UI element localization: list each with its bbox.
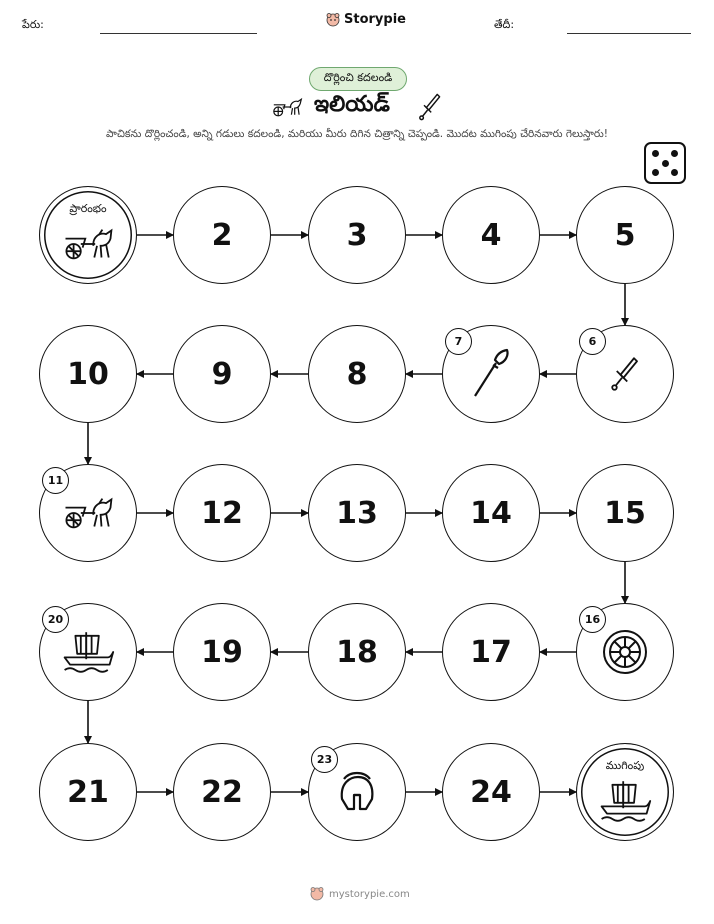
cell-number-badge: 23 — [311, 746, 338, 773]
date-label: తేదీ: — [494, 18, 515, 31]
sword-icon — [610, 354, 640, 394]
cell-number-badge: 16 — [579, 606, 606, 633]
footer-url: mystorypie.com — [329, 888, 410, 900]
cell-number: 10 — [67, 356, 109, 392]
board-cell-2[interactable] — [173, 186, 271, 284]
board-cell-25[interactable] — [576, 743, 674, 841]
page-title: ఇలియడ్ — [314, 92, 390, 117]
board-cell-12[interactable] — [173, 464, 271, 562]
cell-number-badge: 20 — [42, 606, 69, 633]
cell-number: 2 — [211, 217, 233, 253]
cell-number: 3 — [346, 217, 368, 253]
chariot-icon — [61, 226, 115, 262]
board-cell-11[interactable] — [39, 464, 137, 562]
cell-number: 24 — [470, 774, 512, 810]
board-cell-22[interactable] — [173, 743, 271, 841]
cell-number-badge: 6 — [579, 328, 606, 355]
name-label: పేరు: — [22, 18, 44, 31]
cell-number: 17 — [470, 634, 512, 670]
board-cell-8[interactable] — [308, 325, 406, 423]
board-cell-19[interactable] — [173, 603, 271, 701]
game-tag: దొర్లించి కదలండి — [309, 67, 407, 91]
cell-number: 18 — [336, 634, 378, 670]
board-cell-9[interactable] — [173, 325, 271, 423]
board-cell-5[interactable] — [576, 186, 674, 284]
storypie-mascot-icon — [310, 887, 324, 901]
end-label: ముగింపు — [605, 759, 645, 772]
board-cell-13[interactable] — [308, 464, 406, 562]
cell-number: 15 — [604, 495, 646, 531]
board-cell-6[interactable] — [576, 325, 674, 423]
cell-number: 5 — [614, 217, 636, 253]
board-cell-4[interactable] — [442, 186, 540, 284]
cell-number: 12 — [201, 495, 243, 531]
board-cell-15[interactable] — [576, 464, 674, 562]
instructions: పాచికను దొర్లించండి, అన్ని గడులు కదలండి, మరియు మీరు దిగిన చిత్రాన్ని చెప్పండి. మొదట ముగింపు చేరినవారు గెలుస్తారు! — [106, 128, 608, 140]
start-label: ప్రారంభం — [69, 202, 107, 215]
board-cell-7[interactable] — [442, 325, 540, 423]
shield-icon — [601, 628, 649, 676]
cell-number-badge: 7 — [445, 328, 472, 355]
ship-icon — [598, 777, 652, 825]
ship-icon — [61, 628, 115, 676]
board-cell-24[interactable] — [442, 743, 540, 841]
board-cell-16[interactable] — [576, 603, 674, 701]
helmet-icon — [334, 769, 380, 815]
board-cell-10[interactable] — [39, 325, 137, 423]
board-cell-14[interactable] — [442, 464, 540, 562]
board-cell-23[interactable] — [308, 743, 406, 841]
cell-number: 9 — [211, 356, 233, 392]
board-cell-1[interactable] — [39, 186, 137, 284]
cell-number: 8 — [346, 356, 368, 392]
chariot-icon — [61, 495, 115, 531]
cell-number: 22 — [201, 774, 243, 810]
cell-number: 14 — [470, 495, 512, 531]
cell-number-badge: 11 — [42, 467, 69, 494]
spear-icon — [469, 346, 513, 402]
cell-number: 13 — [336, 495, 378, 531]
board-cell-20[interactable] — [39, 603, 137, 701]
cell-number: 21 — [67, 774, 109, 810]
board-cell-17[interactable] — [442, 603, 540, 701]
footer — [310, 887, 410, 901]
board-cell-21[interactable] — [39, 743, 137, 841]
cell-number: 4 — [480, 217, 502, 253]
cell-number: 19 — [201, 634, 243, 670]
board-cell-3[interactable] — [308, 186, 406, 284]
board-cell-18[interactable] — [308, 603, 406, 701]
brand-name: Storypie — [344, 12, 406, 27]
